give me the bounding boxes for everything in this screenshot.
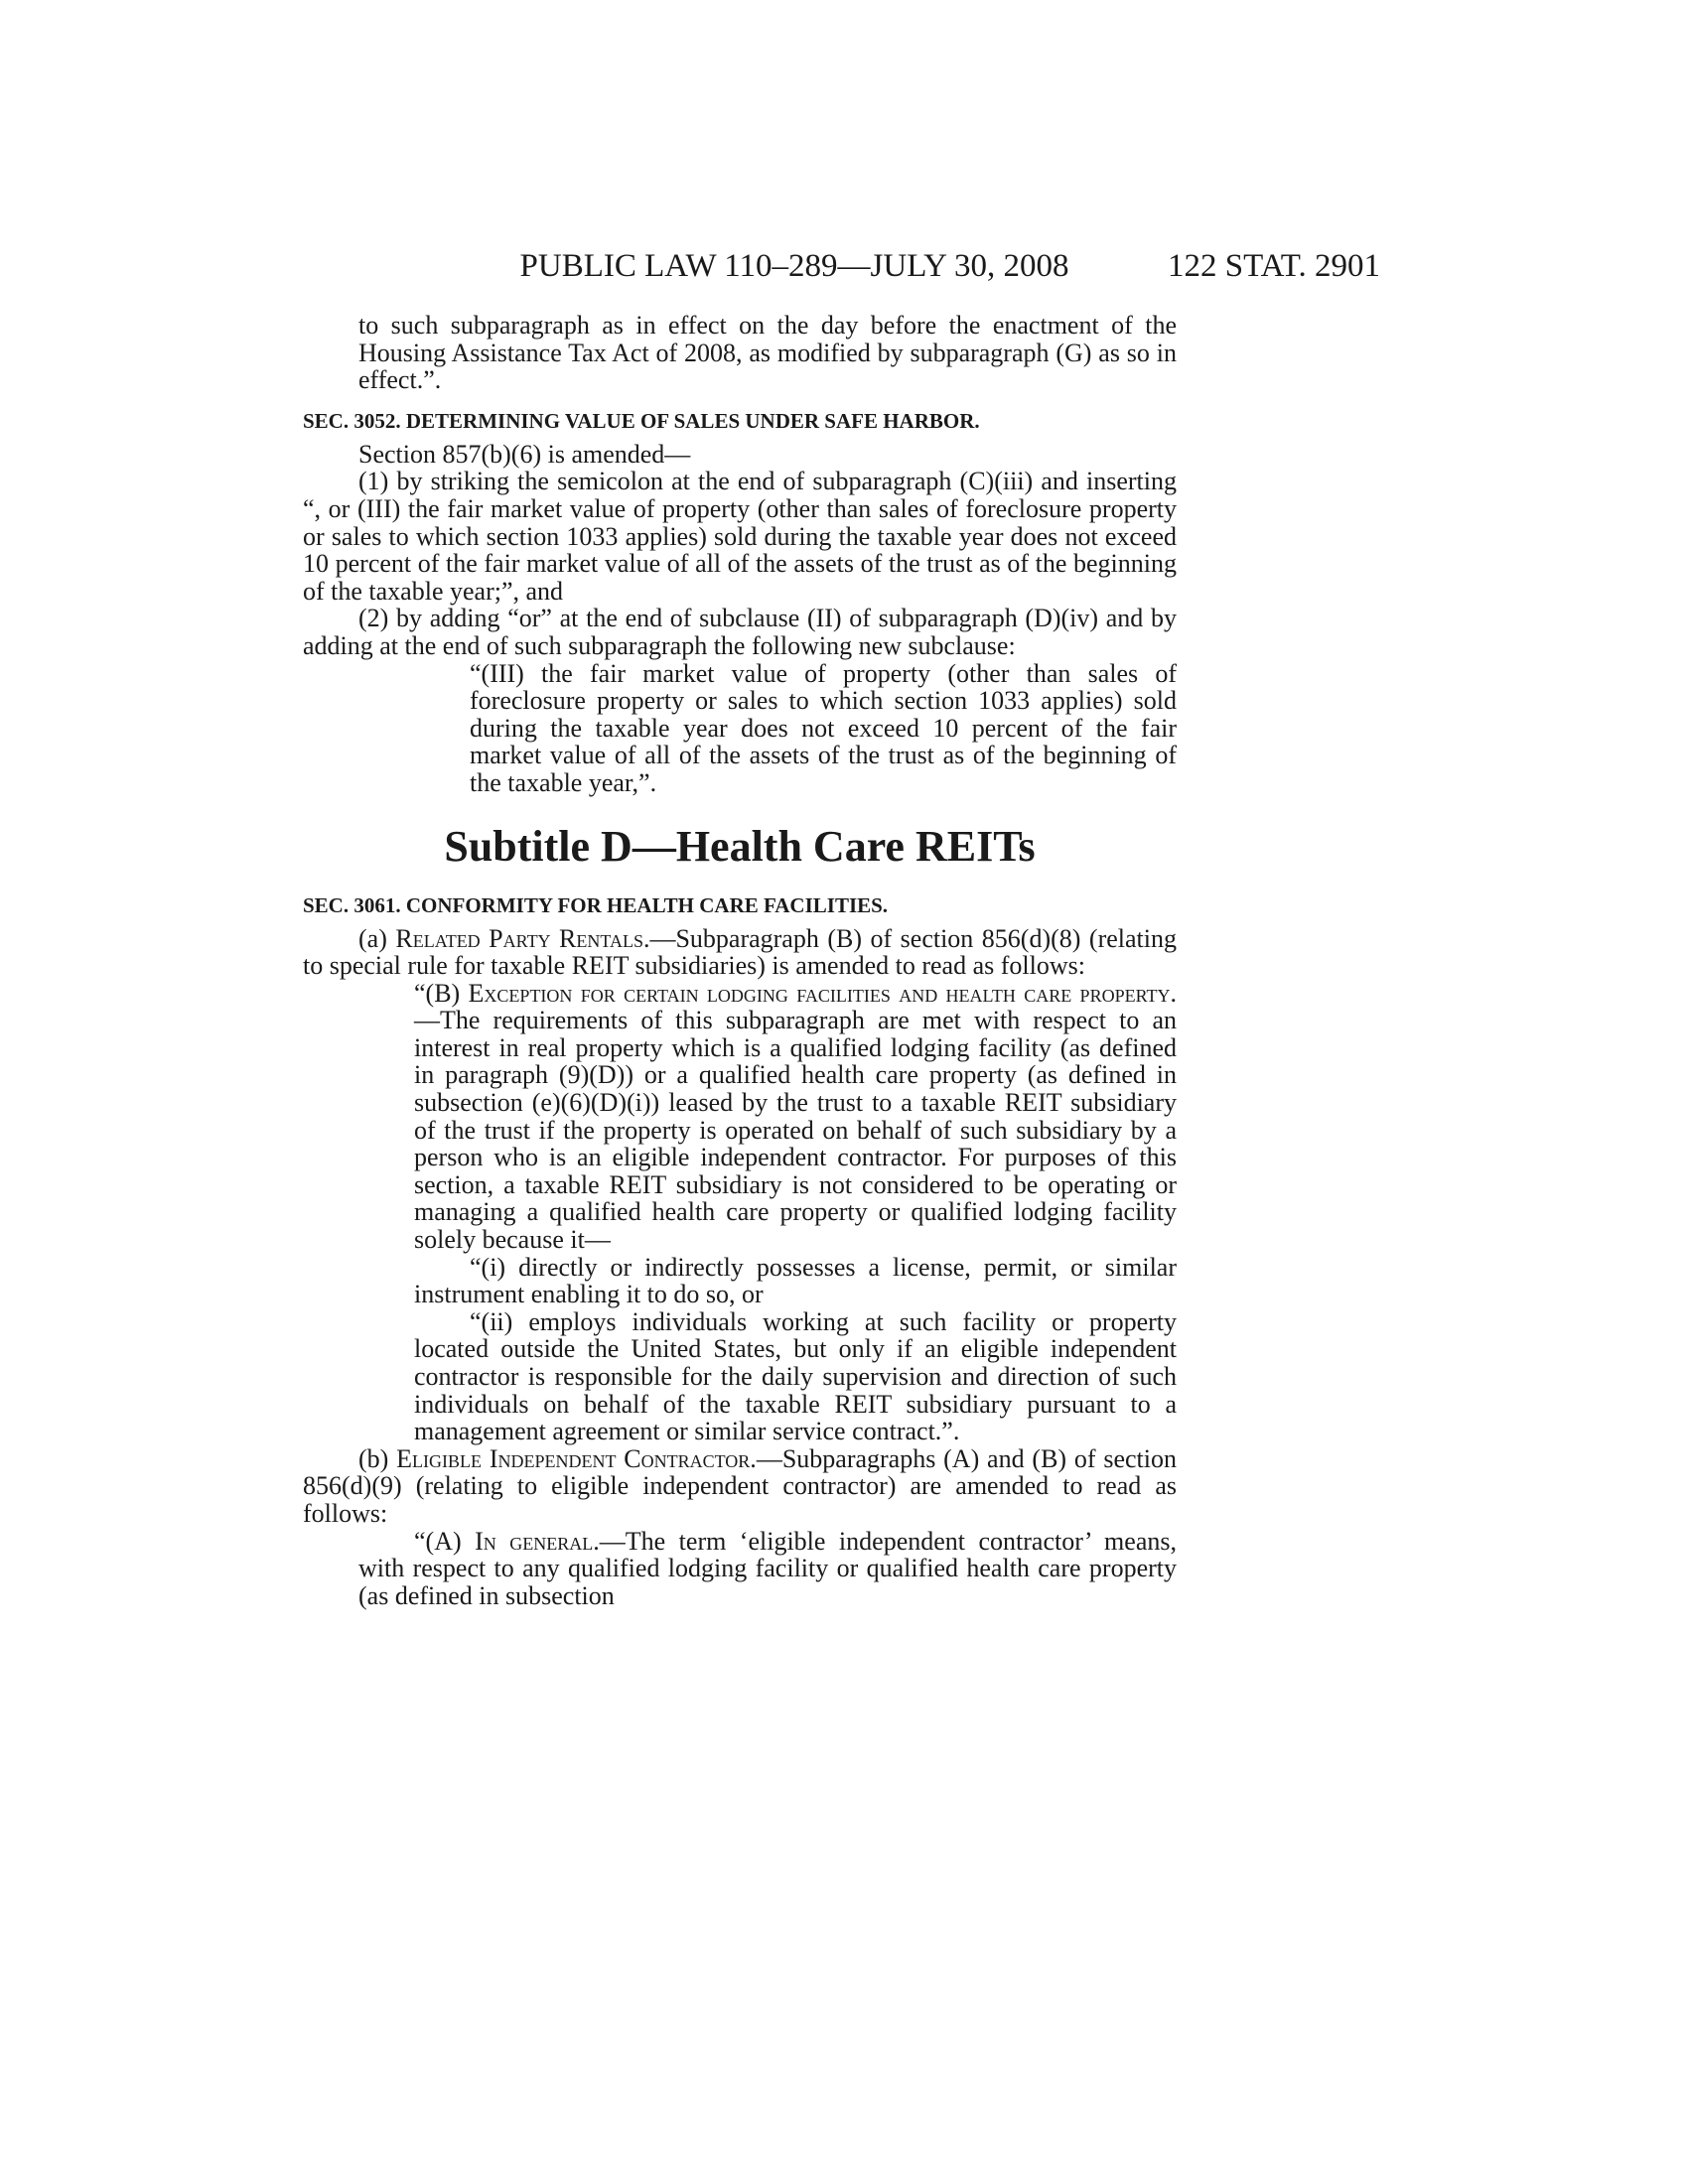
page-header [427, 246, 1380, 286]
clause-i: “(i) directly or indirectly possesses a license, permit, or similar instrument enabling it to do so, or [414, 1252, 1177, 1309]
quoted-a-caption: In general. [475, 1526, 600, 1556]
subsection-a-label: (a) [358, 923, 396, 953]
quoted-a-text: —The term ‘eligible independent contractor’ means, with respect to any qualified lodging facility or qualified health care property (as defined in subsection [358, 1526, 1177, 1610]
subtitle-heading: Subtitle D—Health Care REITs [444, 821, 1036, 871]
subsection-a-text: —Subparagraph (B) of section 856(d)(8) (relating to special rule for taxable REIT subsidiaries) is amended to read as follows: [303, 923, 1177, 981]
quoted-b-text: —The requirements of this subparagraph are met with respect to an interest in real property which is a qualified lodging facility (as defined in paragraph (9)(D)) or a qualified health care property (as defined in subsection (e)(6)(D)(i)) leased by the trust to a taxable REIT subsidiary of the trust if the property is operated on behalf of such subsidiary by a person who is an eligible independent contractor. For purposes of this section, a taxable REIT subsidiary is not considered to be operating or managing a qualified health care property or qualified lodging facility solely because it— [414, 1006, 1177, 1255]
running-head-title: PUBLIC LAW 110–289—JULY 30, 2008 [519, 248, 1069, 284]
section-3052-intro: Section 857(b)(6) is amended— [358, 439, 691, 469]
section-3052-heading: SEC. 3052. DETERMINING VALUE OF SALES UNDER SAFE HARBOR. [303, 408, 980, 433]
section-3052-item-2: (2) by adding “or” at the end of subclause (II) of subparagraph (D)(iv) and by adding at the end of such subparagraph the following new subclause: [303, 604, 1177, 660]
section-3052-quoted-subclause: “(III) the fair market value of property (other than sales of foreclosure property or sales to which section 1033 applies) sold during the taxable year does not exceed 10 percent of the fair market value of all of the assets of the trust as of the beginning of the taxable year,”. [470, 658, 1177, 797]
quoted-subparagraph-a [303, 1528, 1177, 1610]
continued-paragraph: to such subparagraph as in effect on the day before the enactment of the Housing Assistance Tax Act of 2008, as modified by subparagraph (G) as so in effect.”. [358, 311, 1177, 395]
section-3061-heading: SEC. 3061. CONFORMITY FOR HEALTH CARE FACILITIES. [303, 892, 889, 917]
subsection-a [303, 925, 1177, 980]
quoted-b-caption: Exception for certain lodging facilities and health care property. [468, 978, 1177, 1008]
quoted-b-label: “(B) [414, 978, 469, 1008]
quoted-subparagraph-b [303, 980, 1177, 1254]
document-body [303, 312, 1177, 1609]
subsection-a-caption: Related Party Rentals. [395, 923, 650, 953]
section-3052-item-1: (1) by striking the semicolon at the end of subparagraph (C)(iii) and inserting “, or (III) the fair market value of property (other than sales of foreclosure property or sales to which section 1033 applies) sold during the taxable year does not exceed 10 percent of the fair market value of all of the assets of the trust as of the beginning of the taxable year;”, and [303, 467, 1177, 606]
clause-ii: “(ii) employs individuals working at such facility or property located outside the United States, but only if an eligible independent contractor is responsible for the daily supervision and direction of such individuals on behalf of the taxable REIT subsidiary pursuant to a management agreement or similar service contract.”. [414, 1306, 1177, 1446]
subsection-b [303, 1445, 1177, 1528]
subsection-b-text: —Subparagraphs (A) and (B) of section 856(d)(9) (relating to eligible independent contractor) are amended to read as follows: [303, 1443, 1178, 1528]
subsection-b-caption: Eligible Independent Contractor. [396, 1443, 757, 1473]
subsection-b-label: (b) [358, 1443, 397, 1473]
quoted-a-label: “(A) [414, 1526, 476, 1556]
statute-page-number: 122 STAT. 2901 [1167, 248, 1380, 284]
